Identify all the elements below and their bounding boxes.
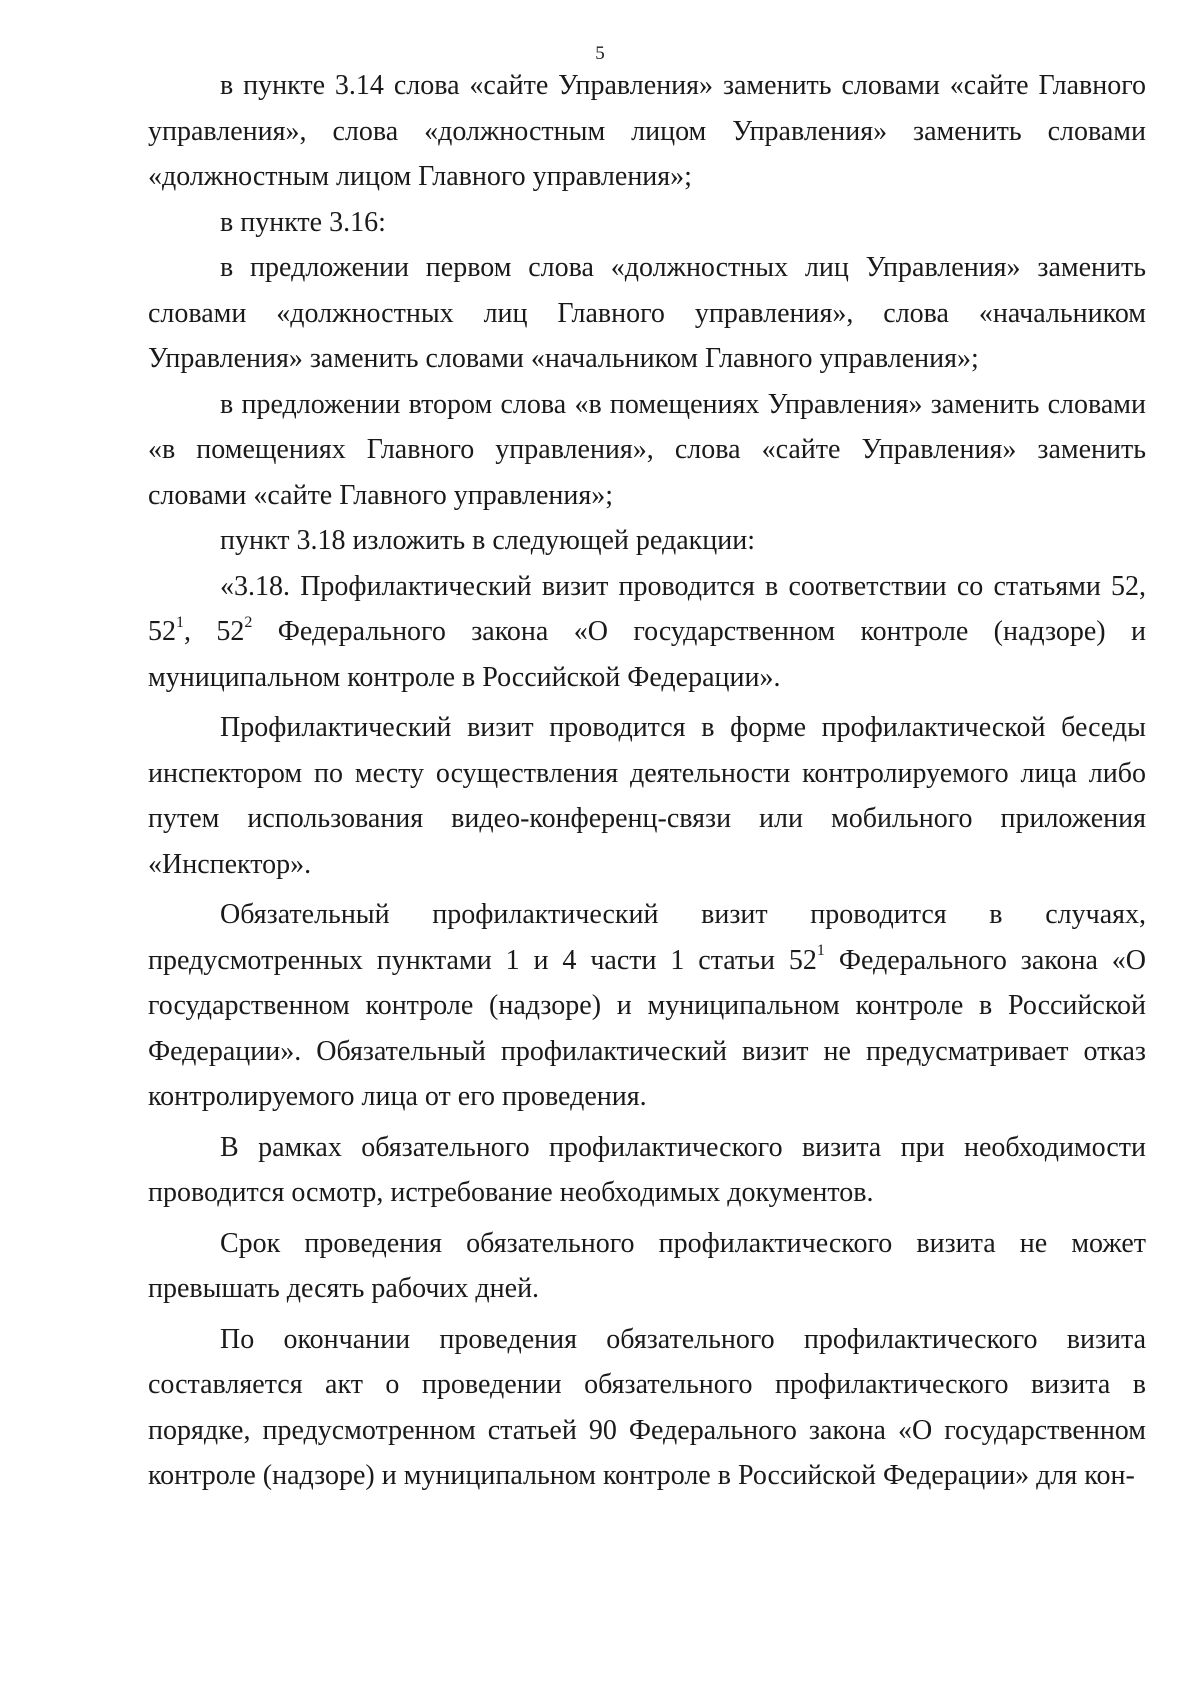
paragraph-sentence-second: в предложении втором слова «в помещениях Управления» заменить словами «в помещениях Главного управления», слова «сайте Управления» заменить словами «сайте Главного управления»; [148,388,1146,511]
paragraph-item-3-14: в пункте 3.14 слова «сайте Управления» заменить словами «сайте Главного управления», слова «должностным лицом Управления» заменить словами «должностным лицом Главного управления»; [148,70,1146,192]
page-number: 5 [595,43,605,64]
superscript: 1 [816,942,825,960]
paragraph-3-18-part1: «3.18. Профилактический визит проводится в соответствии со статьями 52, 52 [148,570,1146,647]
paragraph-mandatory-visit [148,892,1146,1120]
paragraph-3-18-part3: Федерального закона «О государственном контроле (надзоре) и муниципальном контроле в Российской Федерации». [148,616,1146,693]
paragraph-visit-form: Профилактический визит проводится в форме профилактической беседы инспектором по месту осуществления деятельности контролируемого лица либо путем использования видео-конференц-связи или мобильного приложения «Инспектор». [148,712,1146,880]
paragraph-item-3-18-heading: пункт 3.18 изложить в следующей редакции: [220,525,755,556]
superscript: 1 [176,613,184,631]
paragraph-duration: Срок проведения обязательного профилактического визита не может превышать десять рабочих дней. [148,1227,1146,1304]
paragraph-3-18-text [148,564,1146,701]
superscript: 2 [244,613,253,631]
paragraph-mandatory-part1: Обязательный профилактический визит проводится в случаях, предусмотренных пунктами 1 и 4 части 1 статьи 52 [148,899,1146,976]
paragraph-3-18-part2: , 52 [184,616,245,647]
paragraph-act: По окончании проведения обязательного профилактического визита составляется акт о проведении обязательного профилактического визита в порядке, предусмотренном статьей 90 Федерального закона «О государственном контроле (надзоре) и муниципальном контроле в Российской Федерации» для кон- [148,1323,1146,1491]
paragraph-sentence-first: в предложении первом слова «должностных лиц Управления» заменить словами «должностных лиц Главного управления», слова «начальником Управления» заменить словами «начальником Главного управления»; [148,252,1146,374]
document-body [148,63,1146,1499]
paragraph-item-3-16-heading: в пункте 3.16: [220,206,386,238]
paragraph-mandatory-part2: Федерального закона «О государственном контроле (надзоре) и муниципальном контроле в Российской Федерации». Обязательный профилактический визит не предусматривает отказ контролируемого лица от его проведения. [148,944,1147,1112]
paragraph-inspection: В рамках обязательного профилактического визита при необходимости проводится осмотр, истребование необходимых документов. [148,1131,1146,1208]
